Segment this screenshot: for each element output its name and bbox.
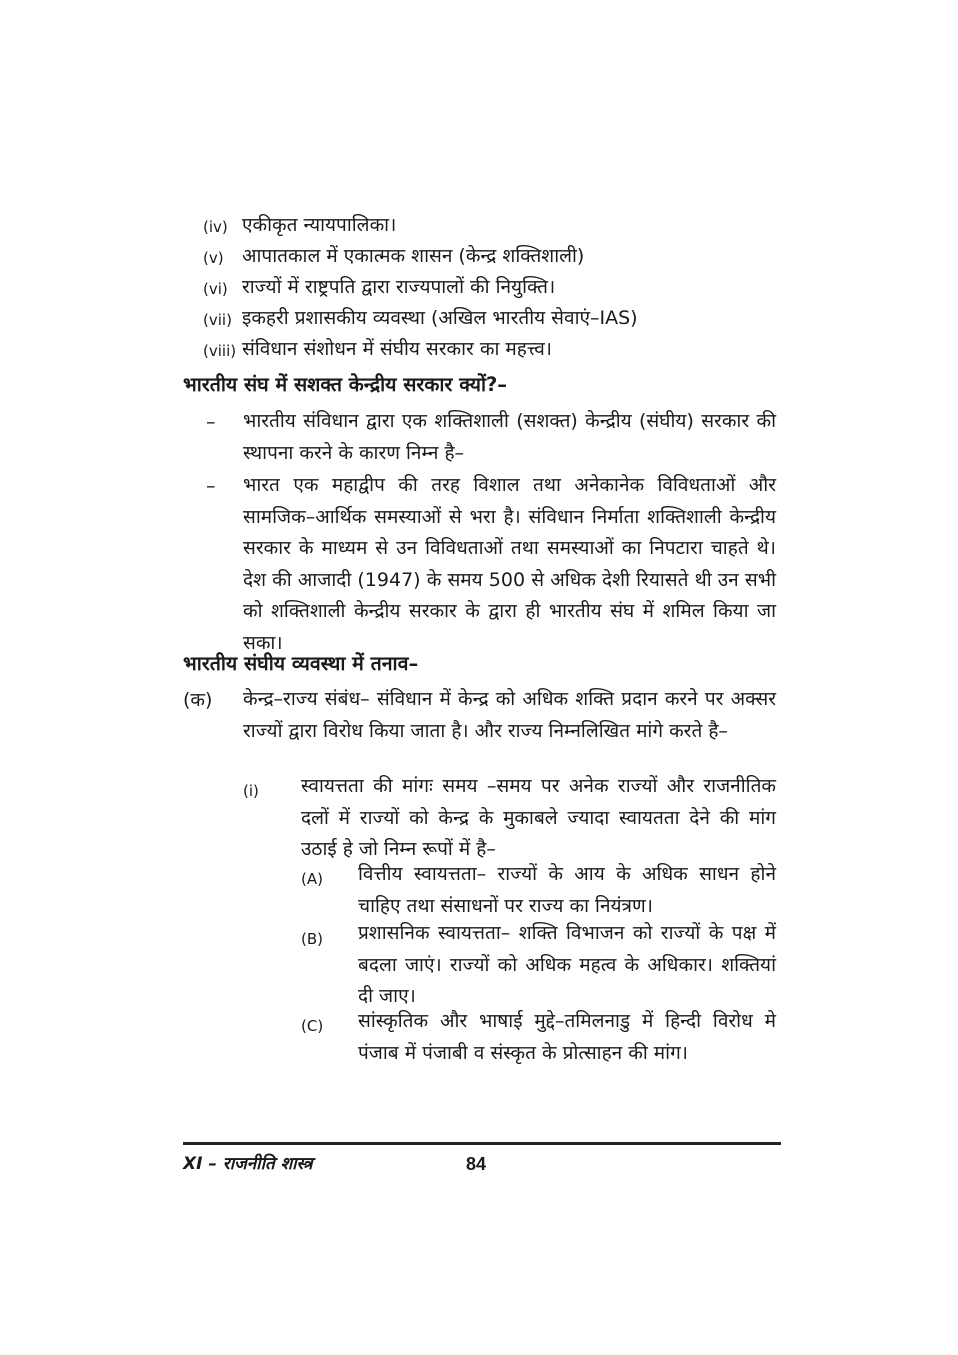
feature-text: इकहरी प्रशासकीय व्यवस्था (अखिल भारतीय सेवाएं–IAS) bbox=[242, 307, 638, 329]
feature-text: एकीकृत न्यायपालिका। bbox=[242, 214, 397, 236]
point-paragraph: सांस्कृतिक और भाषाई मुद्दे–तमिलनाडु में हिन्दी विरोध मे पंजाब में पंजाबी व संस्कृत के प्रोत्साहन की मांग। bbox=[358, 1010, 776, 1064]
page-number: 84 bbox=[466, 1154, 487, 1174]
sub-item-label: (i) bbox=[243, 782, 259, 800]
footer-rule bbox=[183, 1142, 781, 1145]
item-paragraph: केन्द्र–राज्य संबंध– संविधान में केन्द्र को अधिक शक्ति प्रदान करने पर अक्सर राज्यों द्वारा विरोध किया जाता है। और राज्य निम्नलिखित मांगे करते है– bbox=[243, 688, 776, 742]
item-label: (क) bbox=[183, 689, 213, 711]
feature-text: आपातकाल में एकात्मक शासन (केन्द्र शक्तिशाली) bbox=[242, 245, 585, 267]
point-paragraph: प्रशासनिक स्वायत्तता– शक्ति विभाजन को राज्यों के पक्ष में बदला जाएं। राज्यों को अधिक महत्व के अधिकार। शक्तियां दी जाए। bbox=[358, 922, 776, 1007]
section-heading-strong-centre: भारतीय संघ में सशक्त केन्द्रीय सरकार क्यों?– bbox=[183, 373, 508, 396]
feature-number: (iv) bbox=[203, 218, 228, 236]
feature-number: (vii) bbox=[203, 311, 232, 329]
footer-book-title: XI – राजनीति शास्त्र bbox=[183, 1154, 313, 1174]
point-label: (B) bbox=[301, 930, 323, 948]
feature-number: (viii) bbox=[203, 342, 237, 360]
bullet-dash: – bbox=[206, 475, 216, 497]
section-heading-tension: भारतीय संघीय व्यवस्था में तनाव– bbox=[183, 652, 419, 675]
bullet-paragraph: भारत एक महाद्वीप की तरह विशाल तथा अनेकानेक विविधताओं और सामजिक–आर्थिक समस्याओं से भरा है। संविधान निर्माता शक्तिशाली केन्द्रीय सरकार के माध्यम से उन विविधताओं तथा समस्याओं का निपटारा चाहते थे। देश की आजादी (1947) के समय 500 से अधिक देशी रियासते थी उन सभी को शक्तिशाली केन्द्रीय सरकार के द्वारा ही भारतीय संघ में शमिल किया जा सका। bbox=[243, 474, 776, 654]
bullet-dash: – bbox=[206, 411, 216, 433]
sub-item-paragraph: स्वायत्तता की मांगः समय –समय पर अनेक राज्यों और राजनीतिक दलों में राज्यों को केन्द्र के मुकाबले ज्यादा स्वायतता देने की मांग उठाई हे जो निम्न रूपों में है– bbox=[301, 775, 776, 860]
feature-number: (vi) bbox=[203, 280, 228, 298]
point-label: (A) bbox=[301, 870, 323, 888]
bullet-paragraph: भारतीय संविधान द्वारा एक शक्तिशाली (सशक्त) केन्द्रीय (संघीय) सरकार की स्थापना करने के कारण निम्न है– bbox=[243, 410, 776, 464]
feature-text: संविधान संशोधन में संघीय सरकार का महत्त्व। bbox=[242, 338, 552, 360]
point-label: (C) bbox=[301, 1017, 324, 1035]
point-paragraph: वित्तीय स्वायत्तता– राज्यों के आय के अधिक साधन होने चाहिए तथा संसाधनों पर राज्य का नियंत्रण। bbox=[358, 863, 776, 917]
feature-number: (v) bbox=[203, 249, 224, 267]
feature-text: राज्यों में राष्ट्रपति द्वारा राज्यपालों की नियुक्ति। bbox=[242, 276, 556, 298]
